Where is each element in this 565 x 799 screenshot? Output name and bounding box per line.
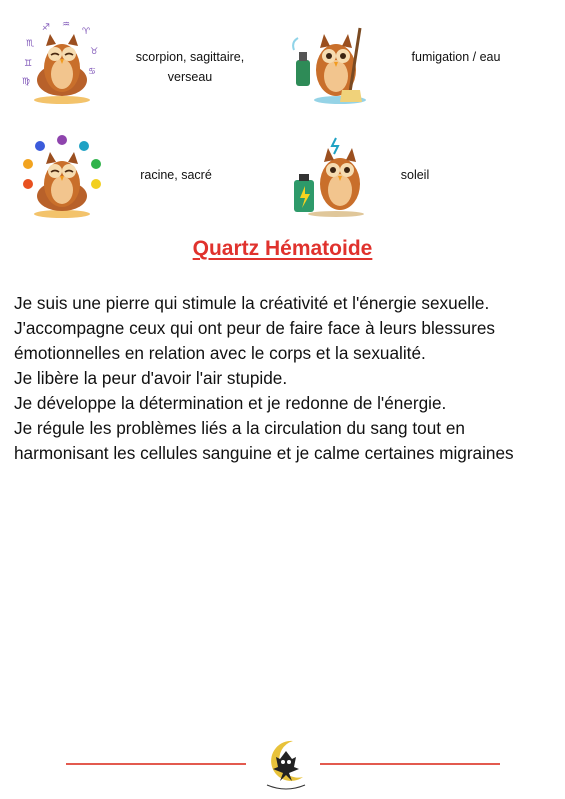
svg-text:♊: ♊ (24, 59, 33, 69)
svg-text:♍: ♍ (22, 77, 31, 87)
svg-text:♒: ♒ (62, 20, 71, 30)
card-label-line: fumigation / eau (411, 50, 501, 64)
footer-divider-right (320, 763, 500, 765)
svg-text:♏: ♏ (26, 39, 35, 49)
card-label-line: verseau (167, 70, 213, 84)
card-label-line: racine, sacré (140, 168, 212, 182)
page-title: Quartz Hématoide (192, 237, 373, 260)
svg-text:♐: ♐ (42, 23, 51, 33)
svg-text:♉: ♉ (90, 47, 99, 57)
description-line: Je développe la détermination et je redonne de l'énergie. (14, 393, 447, 413)
description-line: J'accompagne ceux qui ont peur de faire face à leurs blessures émotionnelles en relation avec le corps et la sexualité. (14, 318, 495, 363)
mistrow-owl-logo-icon (263, 737, 309, 793)
description (14, 291, 554, 466)
footer-divider-left (66, 763, 246, 765)
description-line: Je libère la peur d'avoir l'air stupide. (14, 368, 288, 388)
meditating-owl-zodiac-icon (22, 20, 102, 104)
owl-cleaning-spray-icon (290, 20, 370, 104)
meditating-owl-chakra-icon (22, 134, 102, 218)
owl-battery-icon (290, 134, 370, 218)
card-label-line: soleil (400, 168, 430, 182)
svg-text:♋: ♋ (88, 67, 97, 77)
svg-text:♈: ♈ (82, 27, 91, 37)
description-line: Je suis une pierre qui stimule la créativité et l'énergie sexuelle. (14, 293, 490, 313)
card-label-line: scorpion, sagittaire, (135, 50, 245, 64)
description-line: Je régule les problèmes liés a la circulation du sang tout en harmonisant les cellules sanguine et je calme certaines migraines (14, 418, 514, 463)
